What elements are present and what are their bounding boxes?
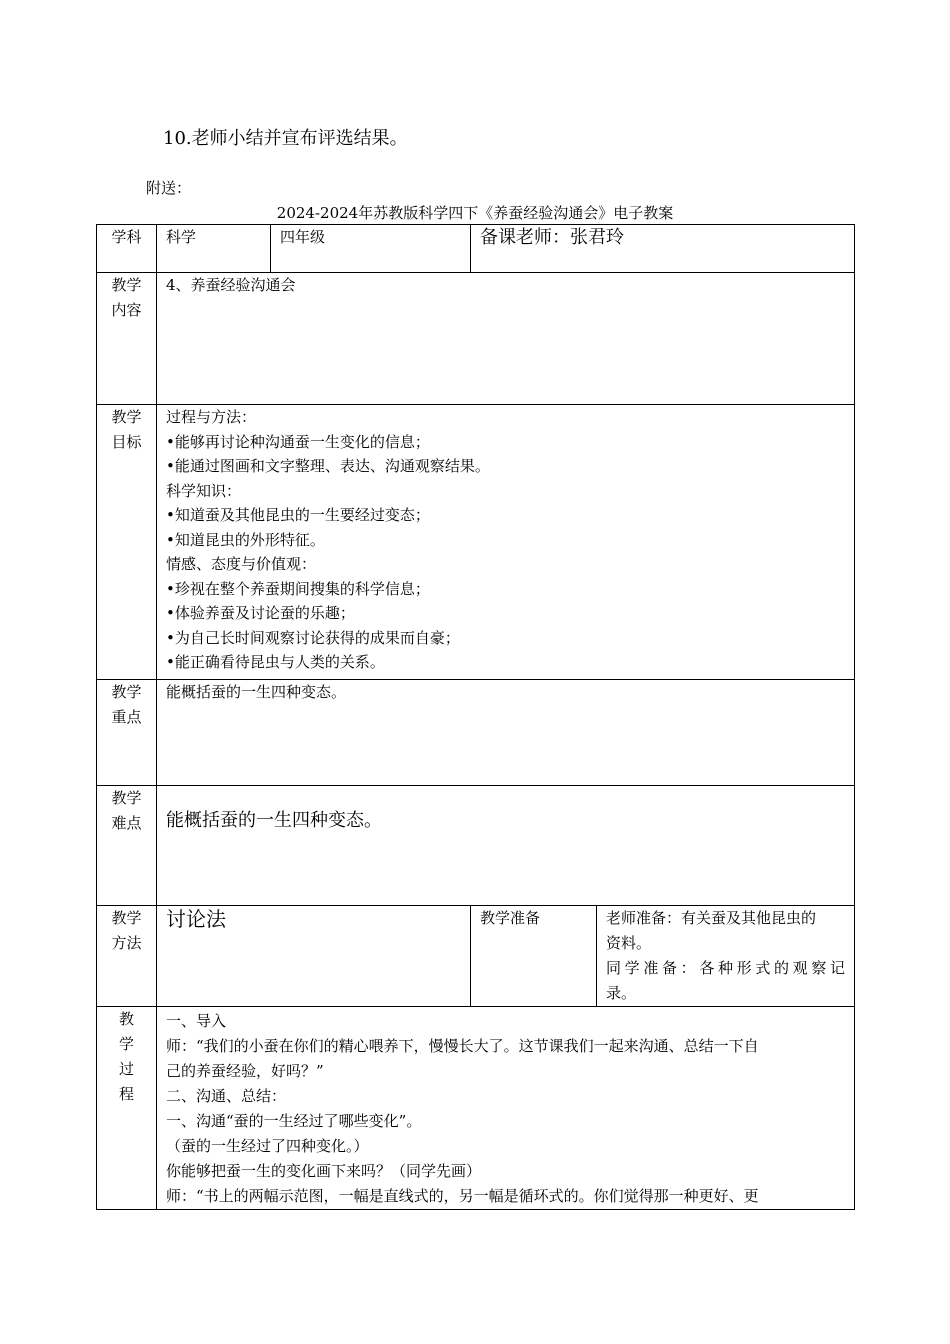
prep-teacher-line-2: 资料。 xyxy=(606,934,652,952)
goal-line: •知道蚕及其他昆虫的一生要经过变态； xyxy=(166,506,430,524)
difficulties-text xyxy=(157,786,855,906)
process-label xyxy=(97,1007,157,1210)
goals-text xyxy=(157,405,855,680)
difficulties-row xyxy=(97,786,855,906)
key-points-label xyxy=(97,680,157,786)
process-row xyxy=(97,1007,855,1210)
key-points-row xyxy=(97,680,855,786)
method-label-line-2: 方法 xyxy=(111,934,142,952)
document-title: 2024-2024年苏教版科学四下《养蚕经验沟通会》电子教案 xyxy=(276,204,674,222)
process-text xyxy=(157,1007,855,1210)
goal-line: •体验养蚕及讨论蚕的乐趣； xyxy=(166,604,355,622)
header-row xyxy=(97,225,855,273)
teacher-text: 备课老师：张君玲 xyxy=(480,227,624,248)
prep-student-line-1: 同学准备：各种形式的观察记 xyxy=(606,959,845,977)
goal-line: •珍视在整个养蚕期间搜集的科学信息； xyxy=(166,579,430,598)
prep-label: 教学准备 xyxy=(471,906,597,1007)
goal-line: 过程与方法： xyxy=(166,408,257,426)
content-label-line-1: 教学 xyxy=(111,276,142,294)
goals-row xyxy=(97,405,855,680)
goal-line: •能正确看待昆虫与人类的关系。 xyxy=(166,653,385,671)
key-points-text: 能概括蚕的一生四种变态。 xyxy=(157,680,855,786)
process-label-char: 学 xyxy=(118,1035,134,1053)
process-line: 你能够把蚕一生的变化画下来吗？（同学先画） xyxy=(166,1162,482,1180)
process-line: 师：“我们的小蚕在你们的精心喂养下，慢慢长大了。这节课我们一起来沟通、总结一下自 xyxy=(166,1037,759,1055)
attachment-label: 附送： xyxy=(146,179,192,197)
method-text-span: 讨论法 xyxy=(166,907,226,931)
key-points-label-line-1: 教学 xyxy=(111,683,142,701)
process-line: （蚕的一生经过了四种变化。） xyxy=(166,1137,369,1155)
intro-line: 10.老师小结并宣布评选结果。 xyxy=(163,128,408,149)
process-line: 一、沟通“蚕的一生经过了哪些变化”。 xyxy=(166,1112,422,1130)
key-points-label-line-2: 重点 xyxy=(111,708,142,726)
method-label xyxy=(97,906,157,1007)
prep-teacher-line-1: 老师准备：有关蚕及其他昆虫的 xyxy=(606,909,817,927)
process-label-char: 程 xyxy=(118,1085,134,1103)
content-text: 4、养蚕经验沟通会 xyxy=(157,273,855,405)
difficulties-label-line-1: 教学 xyxy=(111,789,142,807)
prep-student-line-2: 录。 xyxy=(606,984,637,1002)
goal-line: •能够再讨论种沟通蚕一生变化的信息； xyxy=(166,432,430,451)
process-line: 二、沟通、总结： xyxy=(166,1087,287,1105)
goal-line: 情感、态度与价值观： xyxy=(166,555,317,573)
goals-label-line-2: 目标 xyxy=(111,433,142,451)
content-label-line-2: 内容 xyxy=(111,301,142,319)
teacher-value xyxy=(471,225,855,273)
subject-label: 学科 xyxy=(97,225,157,273)
method-row xyxy=(97,906,855,1007)
method-text xyxy=(157,906,471,1007)
goal-line: •知道昆虫的外形特征。 xyxy=(166,530,325,549)
goal-line: •为自己长时间观察讨论获得的成果而自豪； xyxy=(166,628,460,647)
grade-value: 四年级 xyxy=(271,225,471,273)
process-line: 己的养蚕经验，好吗？” xyxy=(166,1062,324,1080)
goals-label xyxy=(97,405,157,680)
content-row xyxy=(97,273,855,405)
goals-label-line-1: 教学 xyxy=(111,408,142,426)
content-label xyxy=(97,273,157,405)
process-line: 师：“书上的两幅示范图，一幅是直线式的，另一幅是循环式的。你们觉得那一种更好、更 xyxy=(166,1187,759,1205)
goal-line: 科学知识： xyxy=(166,481,242,500)
process-label-char: 教 xyxy=(118,1010,134,1028)
method-label-line-1: 教学 xyxy=(111,909,142,927)
lesson-plan-table xyxy=(96,224,855,1210)
difficulties-label-line-2: 难点 xyxy=(111,814,142,832)
process-label-char: 过 xyxy=(118,1060,134,1078)
difficulties-text-span: 能概括蚕的一生四种变态。 xyxy=(166,810,382,831)
prep-text xyxy=(597,906,855,1007)
difficulties-label xyxy=(97,786,157,906)
subject-value: 科学 xyxy=(157,225,271,273)
process-line: 一、导入 xyxy=(166,1012,227,1030)
goal-line: •能通过图画和文字整理、表达、沟通观察结果。 xyxy=(166,457,490,475)
